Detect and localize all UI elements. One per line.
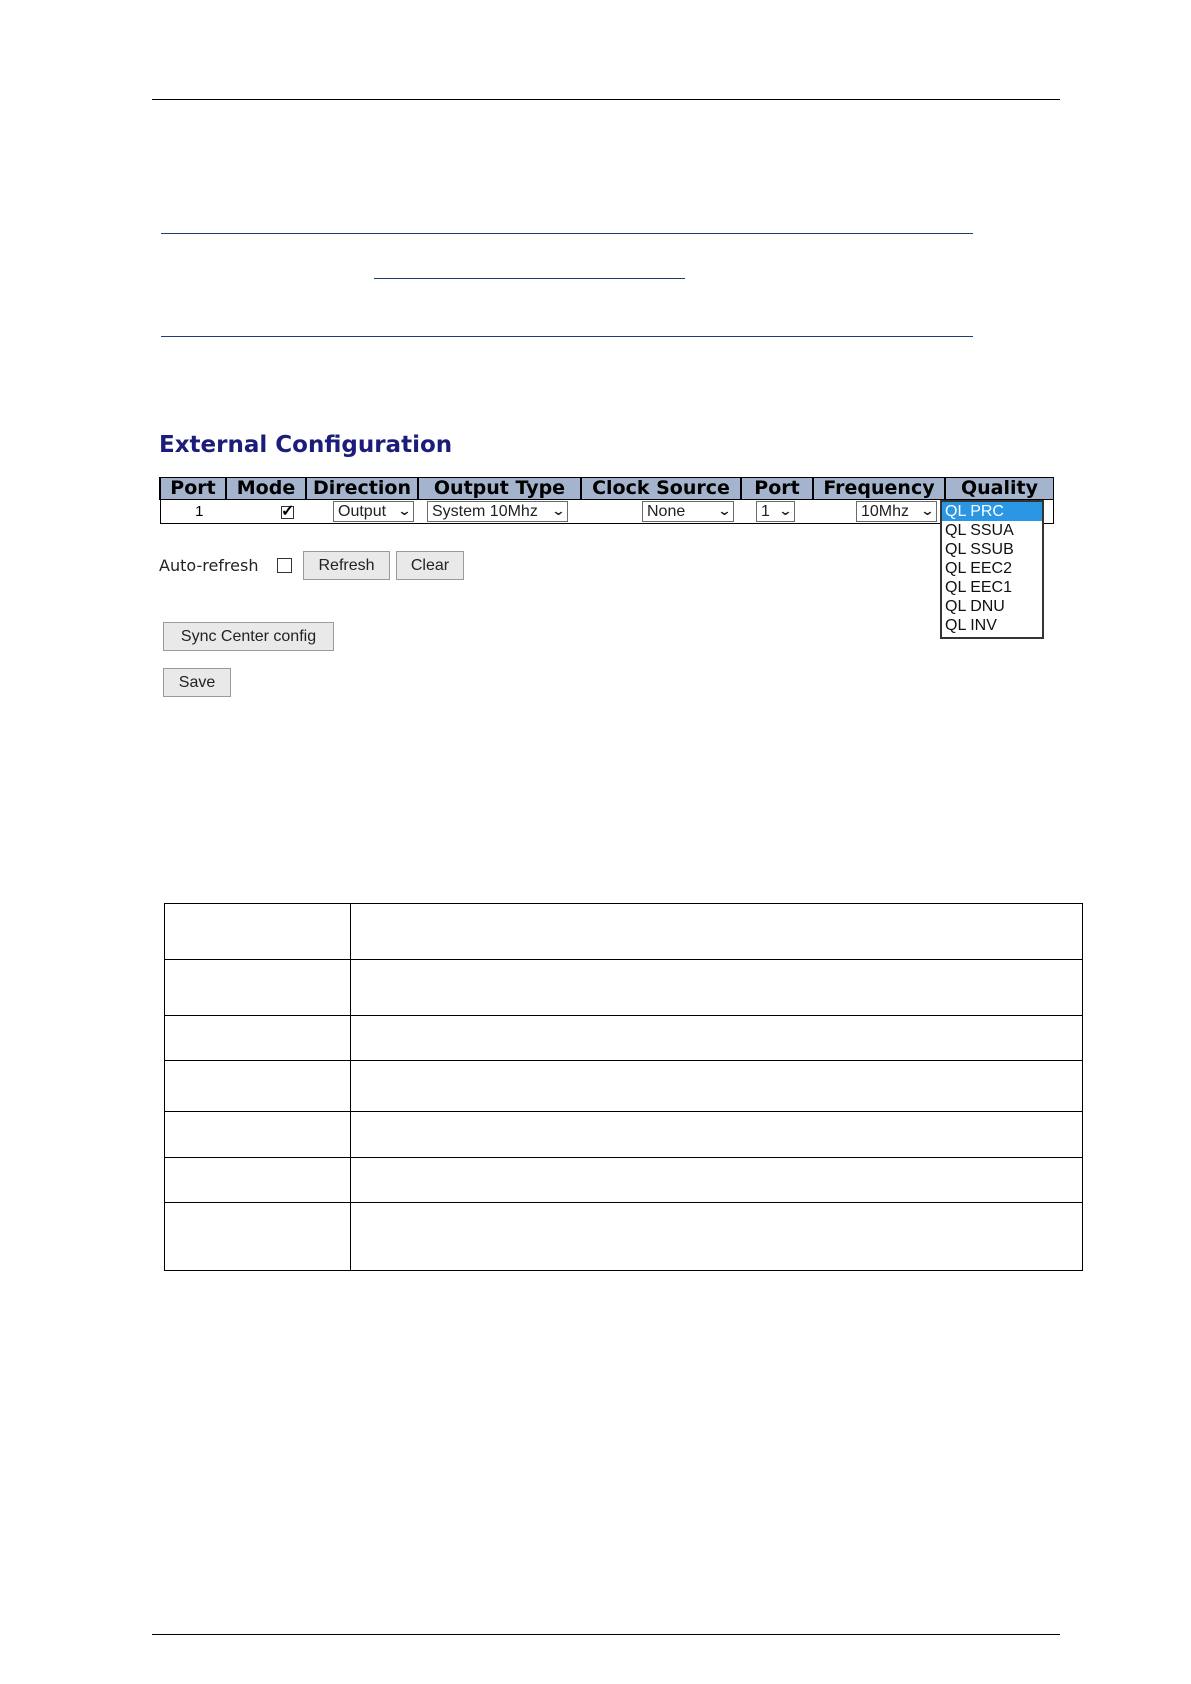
table-cell <box>165 1061 351 1112</box>
source-port-select[interactable] <box>756 501 795 522</box>
quality-option[interactable]: QL INV <box>945 617 997 634</box>
col-header-port: Port <box>160 478 226 500</box>
output-type-value: System 10Mhz <box>432 502 538 520</box>
clock-source-cell <box>581 500 741 524</box>
table-cell <box>351 1112 1083 1158</box>
quality-option[interactable]: QL SSUB <box>945 541 1014 558</box>
col-header-clock-source: Clock Source <box>581 478 741 500</box>
table-cell <box>351 1061 1083 1112</box>
table-row <box>165 1112 1083 1158</box>
table-header-row <box>160 478 1054 500</box>
col-header-output-type: Output Type <box>418 478 581 500</box>
table-cell <box>351 960 1083 1016</box>
output-type-select[interactable] <box>427 501 568 522</box>
chevron-down-icon: ⌄ <box>920 504 935 519</box>
table-row <box>165 1061 1083 1112</box>
table-row <box>165 1158 1083 1203</box>
direction-select[interactable] <box>333 501 414 522</box>
source-port-cell <box>741 500 813 524</box>
refresh-button[interactable]: Refresh <box>303 551 390 580</box>
quality-option[interactable]: QL EEC1 <box>945 579 1012 596</box>
direction-cell <box>306 500 418 524</box>
chevron-down-icon: ⌄ <box>778 504 793 519</box>
col-header-port-2: Port <box>741 478 813 500</box>
table-cell <box>165 960 351 1016</box>
table-cell <box>165 1203 351 1271</box>
description-table <box>164 903 1083 1271</box>
table-row <box>165 1016 1083 1061</box>
frequency-value: 10Mhz <box>861 502 910 520</box>
table-cell <box>165 904 351 960</box>
chevron-down-icon: ⌄ <box>551 504 566 519</box>
clock-source-value: None <box>647 502 686 520</box>
col-header-frequency: Frequency <box>813 478 945 500</box>
table-cell <box>351 904 1083 960</box>
col-header-mode: Mode <box>226 478 306 500</box>
frequency-select[interactable] <box>856 501 937 522</box>
auto-refresh-checkbox[interactable] <box>277 558 292 573</box>
frequency-cell <box>813 500 945 524</box>
page-header-rule <box>152 99 1060 100</box>
table-cell <box>351 1203 1083 1271</box>
table-row <box>165 904 1083 960</box>
direction-value: Output <box>338 502 387 520</box>
mode-checkbox[interactable] <box>281 506 294 519</box>
auto-refresh-label: Auto-refresh <box>159 556 259 575</box>
divider-top <box>161 233 973 234</box>
table-row <box>160 500 1054 524</box>
table-cell <box>165 1158 351 1203</box>
clock-source-select[interactable] <box>642 501 734 522</box>
mode-cell <box>226 500 306 524</box>
port-value: 1 <box>195 503 204 520</box>
sync-center-config-button[interactable]: Sync Center config <box>163 622 334 651</box>
table-cell <box>165 1016 351 1061</box>
quality-option[interactable]: QL DNU <box>945 598 1005 615</box>
quality-option[interactable]: QL SSUA <box>945 522 1014 539</box>
chevron-down-icon: ⌄ <box>397 504 412 519</box>
table-cell <box>351 1158 1083 1203</box>
col-header-quality: Quality <box>945 478 1054 500</box>
save-button[interactable]: Save <box>163 668 231 697</box>
table-cell <box>165 1112 351 1158</box>
divider-short <box>374 278 685 279</box>
quality-option[interactable]: QL PRC <box>942 502 1042 521</box>
quality-option[interactable]: QL EEC2 <box>945 560 1012 577</box>
table-cell <box>351 1016 1083 1061</box>
divider-bottom <box>161 336 973 337</box>
table-row <box>165 960 1083 1016</box>
page-title: External Configuration <box>159 432 453 458</box>
page-footer-rule <box>152 1634 1060 1635</box>
clear-button[interactable]: Clear <box>396 551 464 580</box>
col-header-direction: Direction <box>306 478 418 500</box>
quality-dropdown-list[interactable] <box>940 500 1044 639</box>
table-row <box>165 1203 1083 1271</box>
port-cell <box>160 500 226 524</box>
external-config-table <box>159 477 1054 524</box>
chevron-down-icon: ⌄ <box>717 504 732 519</box>
output-type-cell <box>418 500 581 524</box>
source-port-value: 1 <box>761 502 770 520</box>
